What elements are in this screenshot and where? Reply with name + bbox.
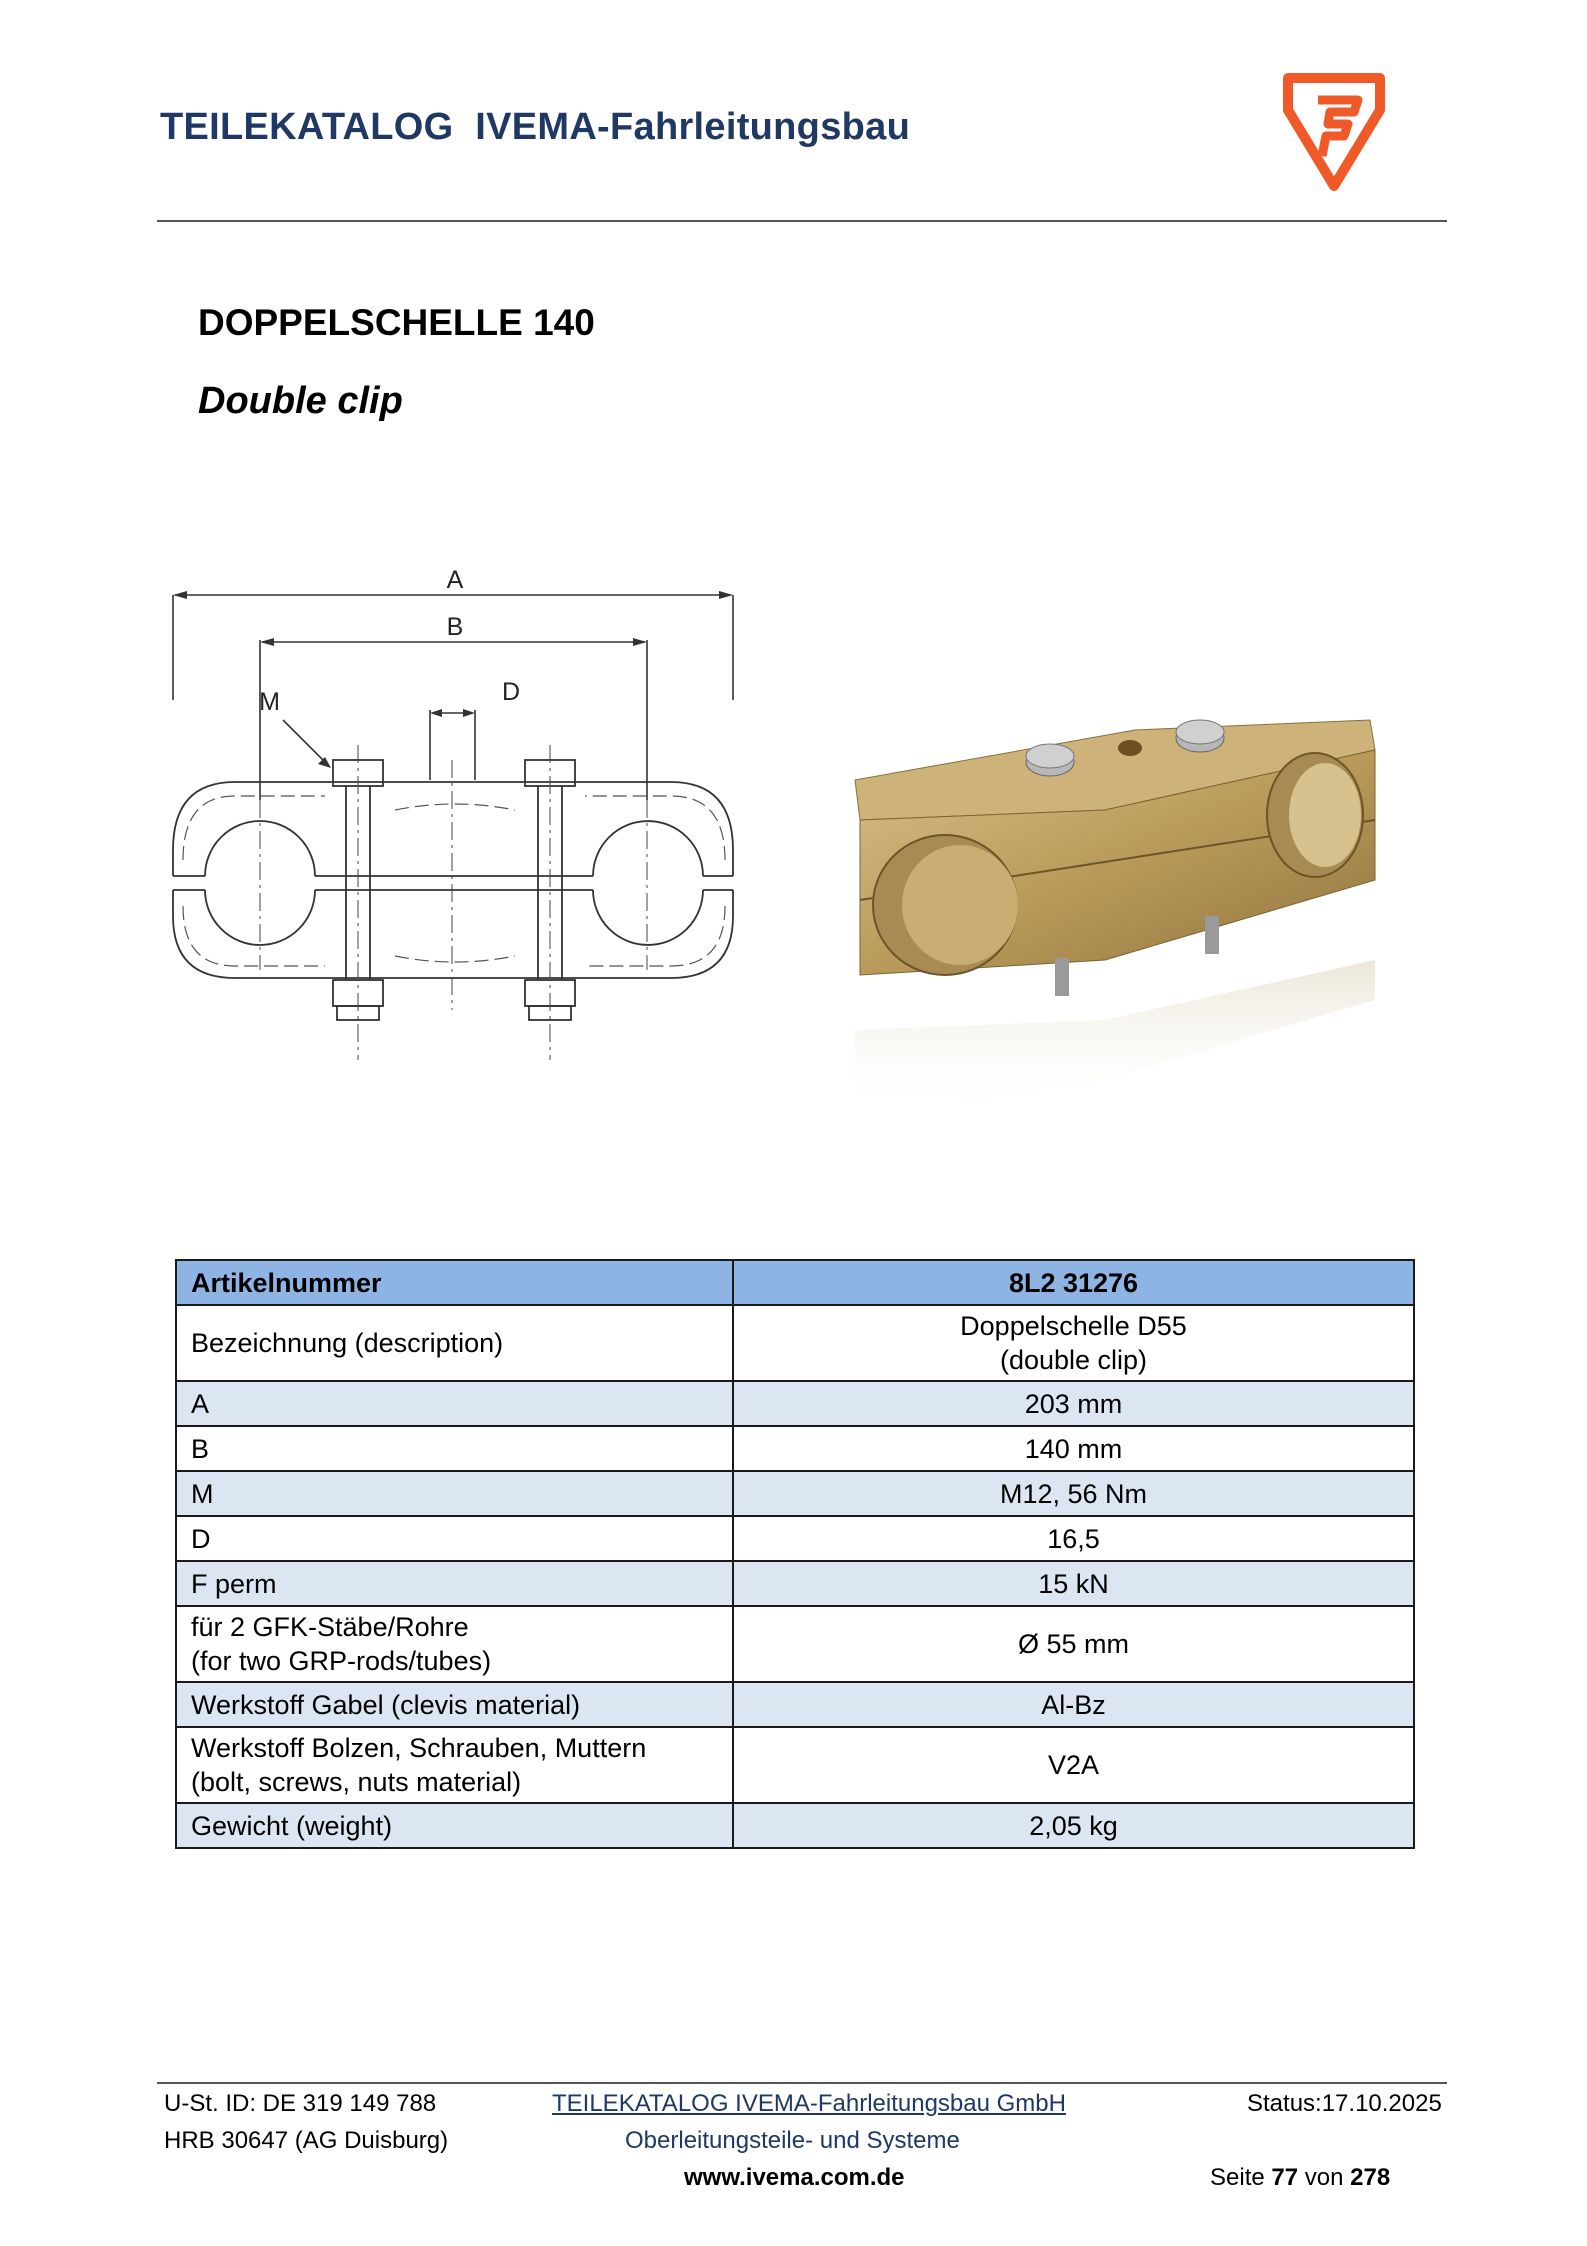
clamp-outline — [173, 760, 733, 1020]
row-label: A — [176, 1381, 733, 1426]
table-row — [176, 1516, 1414, 1561]
m-leader — [283, 720, 328, 765]
row-value: V2A — [733, 1727, 1414, 1803]
catalog-header-title: TEILEKATALOG IVEMA-Fahrleitungsbau — [160, 106, 911, 148]
table-row — [176, 1606, 1414, 1682]
row-label: D — [176, 1516, 733, 1561]
footer-website: www.ivema.com.de — [684, 2164, 905, 2191]
row-value: 2,05 kg — [733, 1803, 1414, 1848]
ivema-f-logo-icon — [1282, 72, 1386, 192]
table-header-row — [176, 1260, 1414, 1305]
table-row — [176, 1471, 1414, 1516]
header-label: Artikelnummer — [176, 1260, 733, 1305]
label-line-1: für 2 GFK-Stäbe/Rohre — [191, 1612, 469, 1642]
table-row — [176, 1305, 1414, 1381]
table-row — [176, 1727, 1414, 1803]
article-number: 8L2 31276 — [733, 1260, 1414, 1305]
row-label: F perm — [176, 1561, 733, 1606]
footer-page-number — [1210, 2164, 1390, 2192]
footer-subtitle: Oberleitungsteile- und Systeme — [625, 2127, 960, 2154]
footer-ustid: U-St. ID: DE 319 149 788 — [164, 2090, 437, 2117]
footer-divider — [157, 2082, 1447, 2084]
spec-table — [175, 1259, 1415, 1849]
value-line-2: (double clip) — [999, 1345, 1148, 1375]
row-value: 203 mm — [733, 1381, 1414, 1426]
row-value: Al-Bz — [733, 1682, 1414, 1727]
table-row — [176, 1381, 1414, 1426]
technical-drawing — [165, 560, 745, 1080]
row-label — [176, 1606, 733, 1682]
page-current: 77 — [1271, 2164, 1299, 2191]
table-row — [176, 1426, 1414, 1471]
label-line-2: (bolt, screws, nuts material) — [191, 1767, 522, 1797]
product-title: DOPPELSCHELLE 140 — [198, 302, 595, 343]
footer-company-link[interactable]: TEILEKATALOG IVEMA-Fahrleitungsbau GmbH — [552, 2090, 1066, 2117]
table-row — [176, 1561, 1414, 1606]
label-line-2: (for two GRP-rods/tubes) — [191, 1646, 492, 1676]
row-value: 16,5 — [733, 1516, 1414, 1561]
row-value: 140 mm — [733, 1426, 1414, 1471]
label-line-1: Werkstoff Bolzen, Schrauben, Muttern — [191, 1733, 647, 1763]
dim-label-m: M — [259, 688, 280, 716]
dim-label-d: D — [502, 678, 521, 706]
row-value: M12, 56 Nm — [733, 1471, 1414, 1516]
header-divider — [157, 220, 1447, 222]
value-line-1: Doppelschelle D55 — [960, 1311, 1187, 1341]
table-row — [176, 1682, 1414, 1727]
page-separator: von — [1304, 2164, 1344, 2191]
row-label: Gewicht (weight) — [176, 1803, 733, 1848]
double-clip-photo — [815, 700, 1410, 1160]
row-value — [733, 1305, 1414, 1381]
footer-status: Status:17.10.2025 — [1247, 2090, 1442, 2117]
row-value: 15 kN — [733, 1561, 1414, 1606]
row-label: M — [176, 1471, 733, 1516]
row-label: B — [176, 1426, 733, 1471]
footer-hrb: HRB 30647 (AG Duisburg) — [164, 2127, 449, 2154]
row-label: Bezeichnung (description) — [176, 1305, 733, 1381]
table-row — [176, 1803, 1414, 1848]
row-label — [176, 1727, 733, 1803]
row-label: Werkstoff Gabel (clevis material) — [176, 1682, 733, 1727]
product-subtitle: Double clip — [198, 380, 403, 422]
page-prefix: Seite — [1210, 2164, 1265, 2191]
dim-label-a: A — [446, 566, 464, 594]
row-value: Ø 55 mm — [733, 1606, 1414, 1682]
dim-label-b: B — [446, 613, 464, 641]
page-total: 278 — [1350, 2164, 1391, 2191]
